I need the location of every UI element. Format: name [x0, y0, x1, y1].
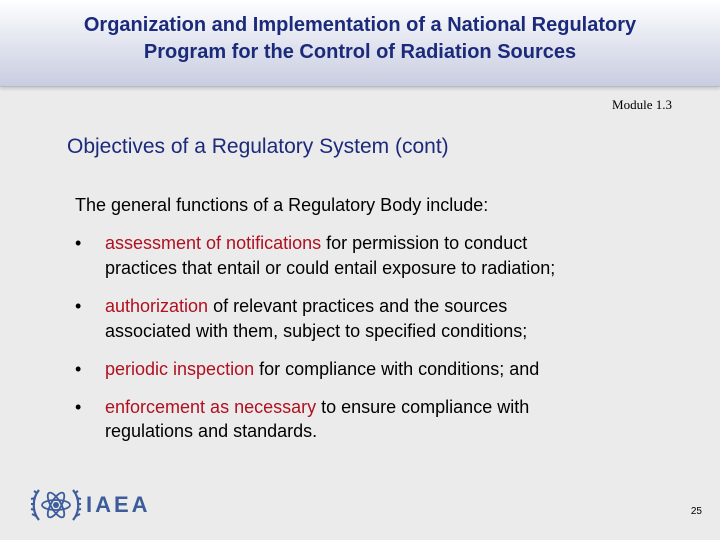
bullet-text-continued: regulations and standards.	[105, 421, 318, 441]
bullet-text: to ensure compliance with	[316, 396, 530, 417]
bullet-dot-icon: •	[75, 296, 82, 316]
bullet-highlight: enforcement as necessary	[105, 396, 317, 417]
bullet-item	[75, 357, 675, 382]
bullet-text-continued: associated with them, subject to specified conditions;	[105, 320, 528, 341]
bullet-dot-icon: •	[75, 233, 82, 253]
bullet-text: for permission to conduct	[321, 233, 528, 253]
section-title: Objectives of a Regulatory System (cont)	[67, 135, 449, 158]
bullet-text: of relevant practices and the sources	[208, 296, 508, 316]
slide-header	[0, 0, 720, 87]
iaea-logo-icon	[30, 480, 82, 530]
bullet-highlight: assessment of notifications	[105, 233, 322, 253]
slide-title	[0, 12, 720, 66]
slide-title-line-2: Program for the Control of Radiation Sources	[143, 41, 577, 63]
slide-title-line-1: Organization and Implementation of a National Regulatory	[83, 14, 637, 36]
intro-text: The general functions of a Regulatory Body include:	[75, 195, 489, 215]
bullet-list	[75, 231, 675, 444]
page-number: 25	[690, 506, 702, 517]
bullet-item	[75, 395, 675, 444]
bullet-highlight: periodic inspection	[105, 359, 255, 379]
bullet-text-continued: practices that entail or could entail exposure to radiation;	[105, 257, 556, 278]
bullet-highlight: authorization	[105, 296, 209, 316]
bullet-dot-icon: •	[75, 396, 82, 417]
bullet-text: for compliance with conditions; and	[254, 359, 540, 379]
iaea-wordmark: IAEA	[86, 492, 151, 517]
module-label: Module 1.3	[612, 97, 672, 112]
bullet-item	[75, 231, 675, 280]
bullet-item	[75, 294, 675, 343]
bullet-dot-icon: •	[75, 359, 82, 379]
